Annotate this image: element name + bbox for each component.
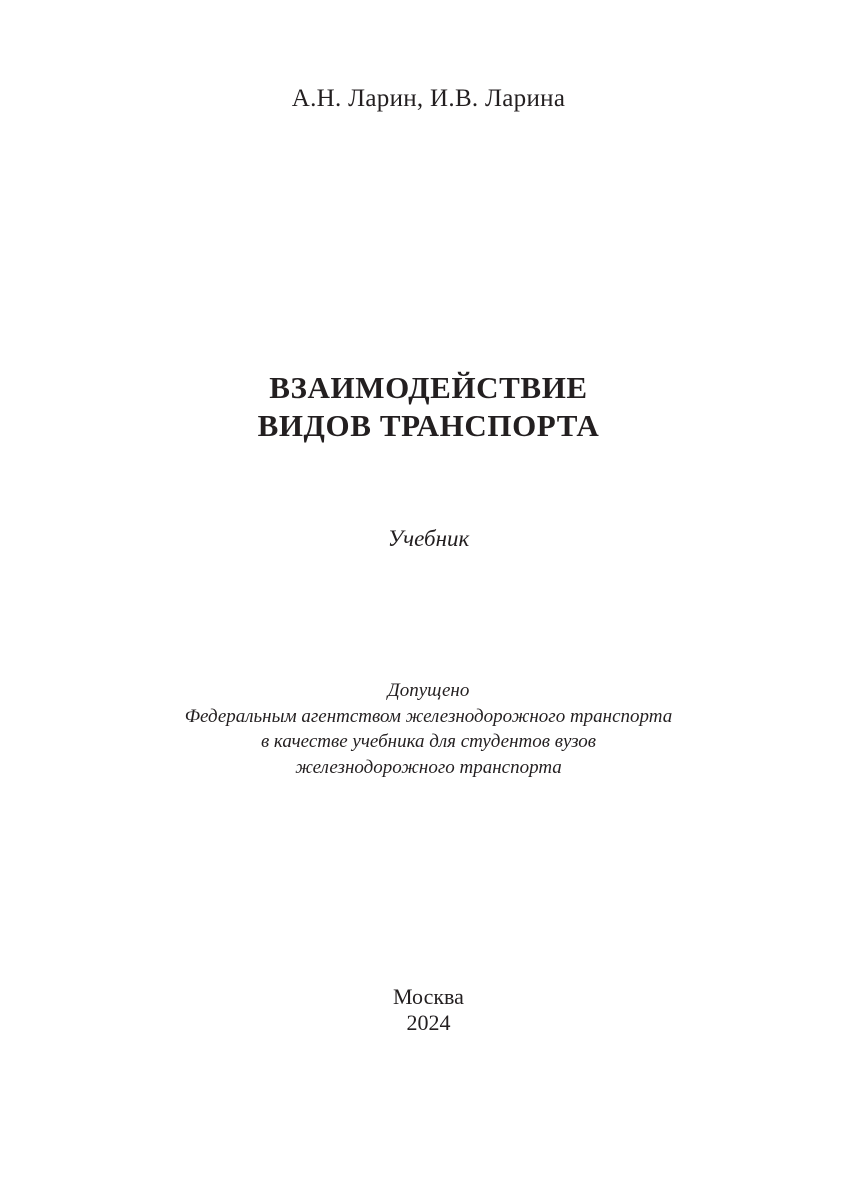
approval-line-2: Федеральным агентством железнодорожного транспорта: [184, 705, 673, 727]
imprint: [0, 984, 857, 1036]
approval-statement: [0, 678, 857, 780]
publication-type: Учебник: [387, 526, 470, 551]
title-line-2: ВИДОВ ТРАНСПОРТА: [257, 408, 600, 443]
approval-line-3: в качестве учебника для студентов вузов: [260, 731, 597, 752]
book-title: [0, 369, 857, 445]
authors: А.Н. Ларин, И.В. Ларина: [291, 85, 566, 112]
imprint-year: 2024: [406, 1010, 451, 1035]
approval-line-1: Допущено: [387, 680, 470, 701]
approval-line-4: железнодорожного транспорта: [295, 756, 562, 778]
imprint-city: Москва: [393, 984, 464, 1009]
title-line-1: ВЗАИМОДЕЙСТВИЕ: [269, 370, 588, 405]
